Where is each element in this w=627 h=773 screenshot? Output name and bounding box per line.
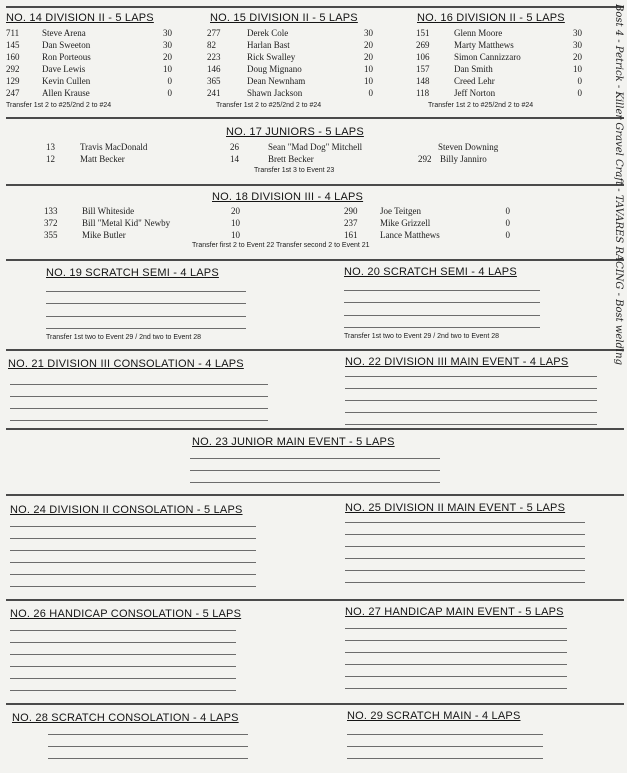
transfer-note: Transfer 1st 3 to Event 23 [254,167,335,174]
points: 20 [231,206,240,216]
driver-name: Mike Butler [82,230,126,240]
driver-name: Joe Teitgen [380,206,421,216]
driver-name: Dave Lewis [42,64,86,74]
section-divider [6,494,624,496]
event-22 [343,354,613,426]
car-number: 157 [416,64,430,74]
driver-name: Dan Smith [454,64,493,74]
points: 0 [505,230,510,240]
event-title: NO. 22 DIVISION III MAIN EVENT - 4 LAPS [345,356,569,368]
car-number: 269 [416,40,430,50]
points: 30 [364,28,373,38]
section-divider [6,428,624,430]
event-title: NO. 29 SCRATCH MAIN - 4 LAPS [347,710,521,722]
car-number: 237 [344,218,358,228]
points: 30 [573,28,582,38]
points: 10 [364,64,373,74]
points: 20 [573,52,582,62]
event-title: NO. 19 SCRATCH SEMI - 4 LAPS [46,267,219,279]
points: 0 [577,88,582,98]
driver-name: Marty Matthews [454,40,514,50]
car-number: 290 [344,206,358,216]
car-number: 223 [207,52,221,62]
driver-name: Dean Newnham [247,76,306,86]
driver-name: Dan Sweeton [42,40,91,50]
driver-name: Glenn Moore [454,28,503,38]
section-divider [6,259,624,261]
points: 10 [364,76,373,86]
driver-name: Bill Whiteside [82,206,135,216]
section-divider [6,184,624,186]
event-title: NO. 27 HANDICAP MAIN EVENT - 5 LAPS [345,606,564,618]
section-divider [6,6,624,8]
points: 0 [577,76,582,86]
points: 10 [231,230,240,240]
driver-name: Derek Cole [247,28,289,38]
handwritten-note: Bost 4 - Petrick - Killer Gravel Craft - TAVARES RACING - Bost welding [613,4,624,365]
points: 20 [364,52,373,62]
driver-name: Jeff Norton [454,88,496,98]
event-25 [343,500,613,592]
event-17: NO. 17 JUNIORS - 5 LAPS 13 Travis MacDonald 26 Sean "Mad Dog" Mitchell Steven Downing 12 Matt Becker 14 Brett Becker 292 Billy Janniro Transfer 1st 3 to Event 23 [46,126,499,174]
points: 30 [573,40,582,50]
driver-name: Kevin Cullen [42,76,91,86]
car-number: 355 [44,230,58,240]
car-number: 151 [416,28,430,38]
event-19 [6,266,306,344]
driver-name: Shawn Jackson [247,88,303,98]
event-20 [340,266,600,344]
points: 30 [163,40,172,50]
car-number: 247 [6,88,20,98]
event-title: NO. 23 JUNIOR MAIN EVENT - 5 LAPS [192,436,395,448]
car-number: 160 [6,52,20,62]
car-number: 161 [344,230,358,240]
event-title: NO. 21 DIVISION III CONSOLATION - 4 LAPS [8,358,244,370]
event-title: NO. 17 JUNIORS - 5 LAPS [226,126,364,138]
event-title: NO. 18 DIVISION III - 4 LAPS [212,191,364,203]
car-number: 241 [207,88,221,98]
driver-name: Allen Krause [42,88,90,98]
points: 20 [163,52,172,62]
points: 10 [231,218,240,228]
event-16 [416,12,591,114]
car-number: 145 [6,40,20,50]
event-title: NO. 25 DIVISION II MAIN EVENT - 5 LAPS [345,502,566,514]
section-divider [6,349,624,351]
transfer-note: Transfer 1st 2 to #25/2nd 2 to #24 [6,102,112,109]
transfer-note: Transfer 1st 2 to #25/2nd 2 to #24 [428,102,534,109]
transfer-note: Transfer 1st two to Event 29 / 2nd two to Event 28 [344,333,499,340]
driver-name: Doug Mignano [247,64,302,74]
driver-name: Steve Arena [42,28,86,38]
points: 0 [368,88,373,98]
event-23 [190,434,450,494]
car-number: 106 [416,52,430,62]
car-number: 146 [207,64,221,74]
points: 0 [505,206,510,216]
car-number: 118 [416,88,430,98]
car-number: 82 [207,40,216,50]
event-title: NO. 16 DIVISION II - 5 LAPS [417,12,565,24]
points: 0 [505,218,510,228]
driver-name: Rick Swalley [247,52,296,62]
driver-name: Harlan Bast [247,40,290,50]
event-title: NO. 26 HANDICAP CONSOLATION - 5 LAPS [10,608,242,620]
driver-name: Creed Lehr [454,76,495,86]
car-number: 129 [6,76,20,86]
event-21 [8,356,308,426]
transfer-note: Transfer 1st two to Event 29 / 2nd two to Event 28 [46,334,201,341]
transfer-note: Transfer first 2 to Event 22 Transfer second 2 to Event 21 [192,242,370,249]
points: 0 [167,88,172,98]
event-14 [6,12,206,114]
event-24 [8,502,308,592]
event-title: NO. 14 DIVISION II - 5 LAPS [6,12,154,24]
car-number: 365 [207,76,221,86]
car-number: 133 [44,206,58,216]
car-number: 277 [207,28,221,38]
event-title: NO. 28 SCRATCH CONSOLATION - 4 LAPS [12,712,239,724]
event-title: NO. 24 DIVISION II CONSOLATION - 5 LAPS [10,504,243,516]
points: 0 [167,76,172,86]
driver-name: Lance Matthews [380,230,440,240]
car-number: 292 [6,64,20,74]
section-divider [6,117,624,119]
section-divider [6,599,624,601]
driver-name: Mike Grizzell [380,218,431,228]
event-title: NO. 15 DIVISION II - 5 LAPS [210,12,358,24]
event-28 [8,710,308,770]
driver-name: Ron Porteous [42,52,91,62]
event-27 [343,604,613,698]
event-26 [8,606,308,698]
event-title: NO. 20 SCRATCH SEMI - 4 LAPS [344,266,517,278]
points: 30 [163,28,172,38]
car-number: 372 [44,218,58,228]
car-number: 711 [6,28,20,38]
event-15 [207,12,412,114]
driver-name: Simon Cannizzaro [454,52,521,62]
event-29 [343,708,613,770]
section-divider [6,703,624,705]
driver-name: Bill "Metal Kid" Newby [82,218,171,228]
points: 10 [573,64,582,74]
points: 20 [364,40,373,50]
car-number: 148 [416,76,430,86]
transfer-note: Transfer 1st 2 to #25/2nd 2 to #24 [216,102,322,109]
event-18 [6,190,586,254]
points: 10 [163,64,172,74]
